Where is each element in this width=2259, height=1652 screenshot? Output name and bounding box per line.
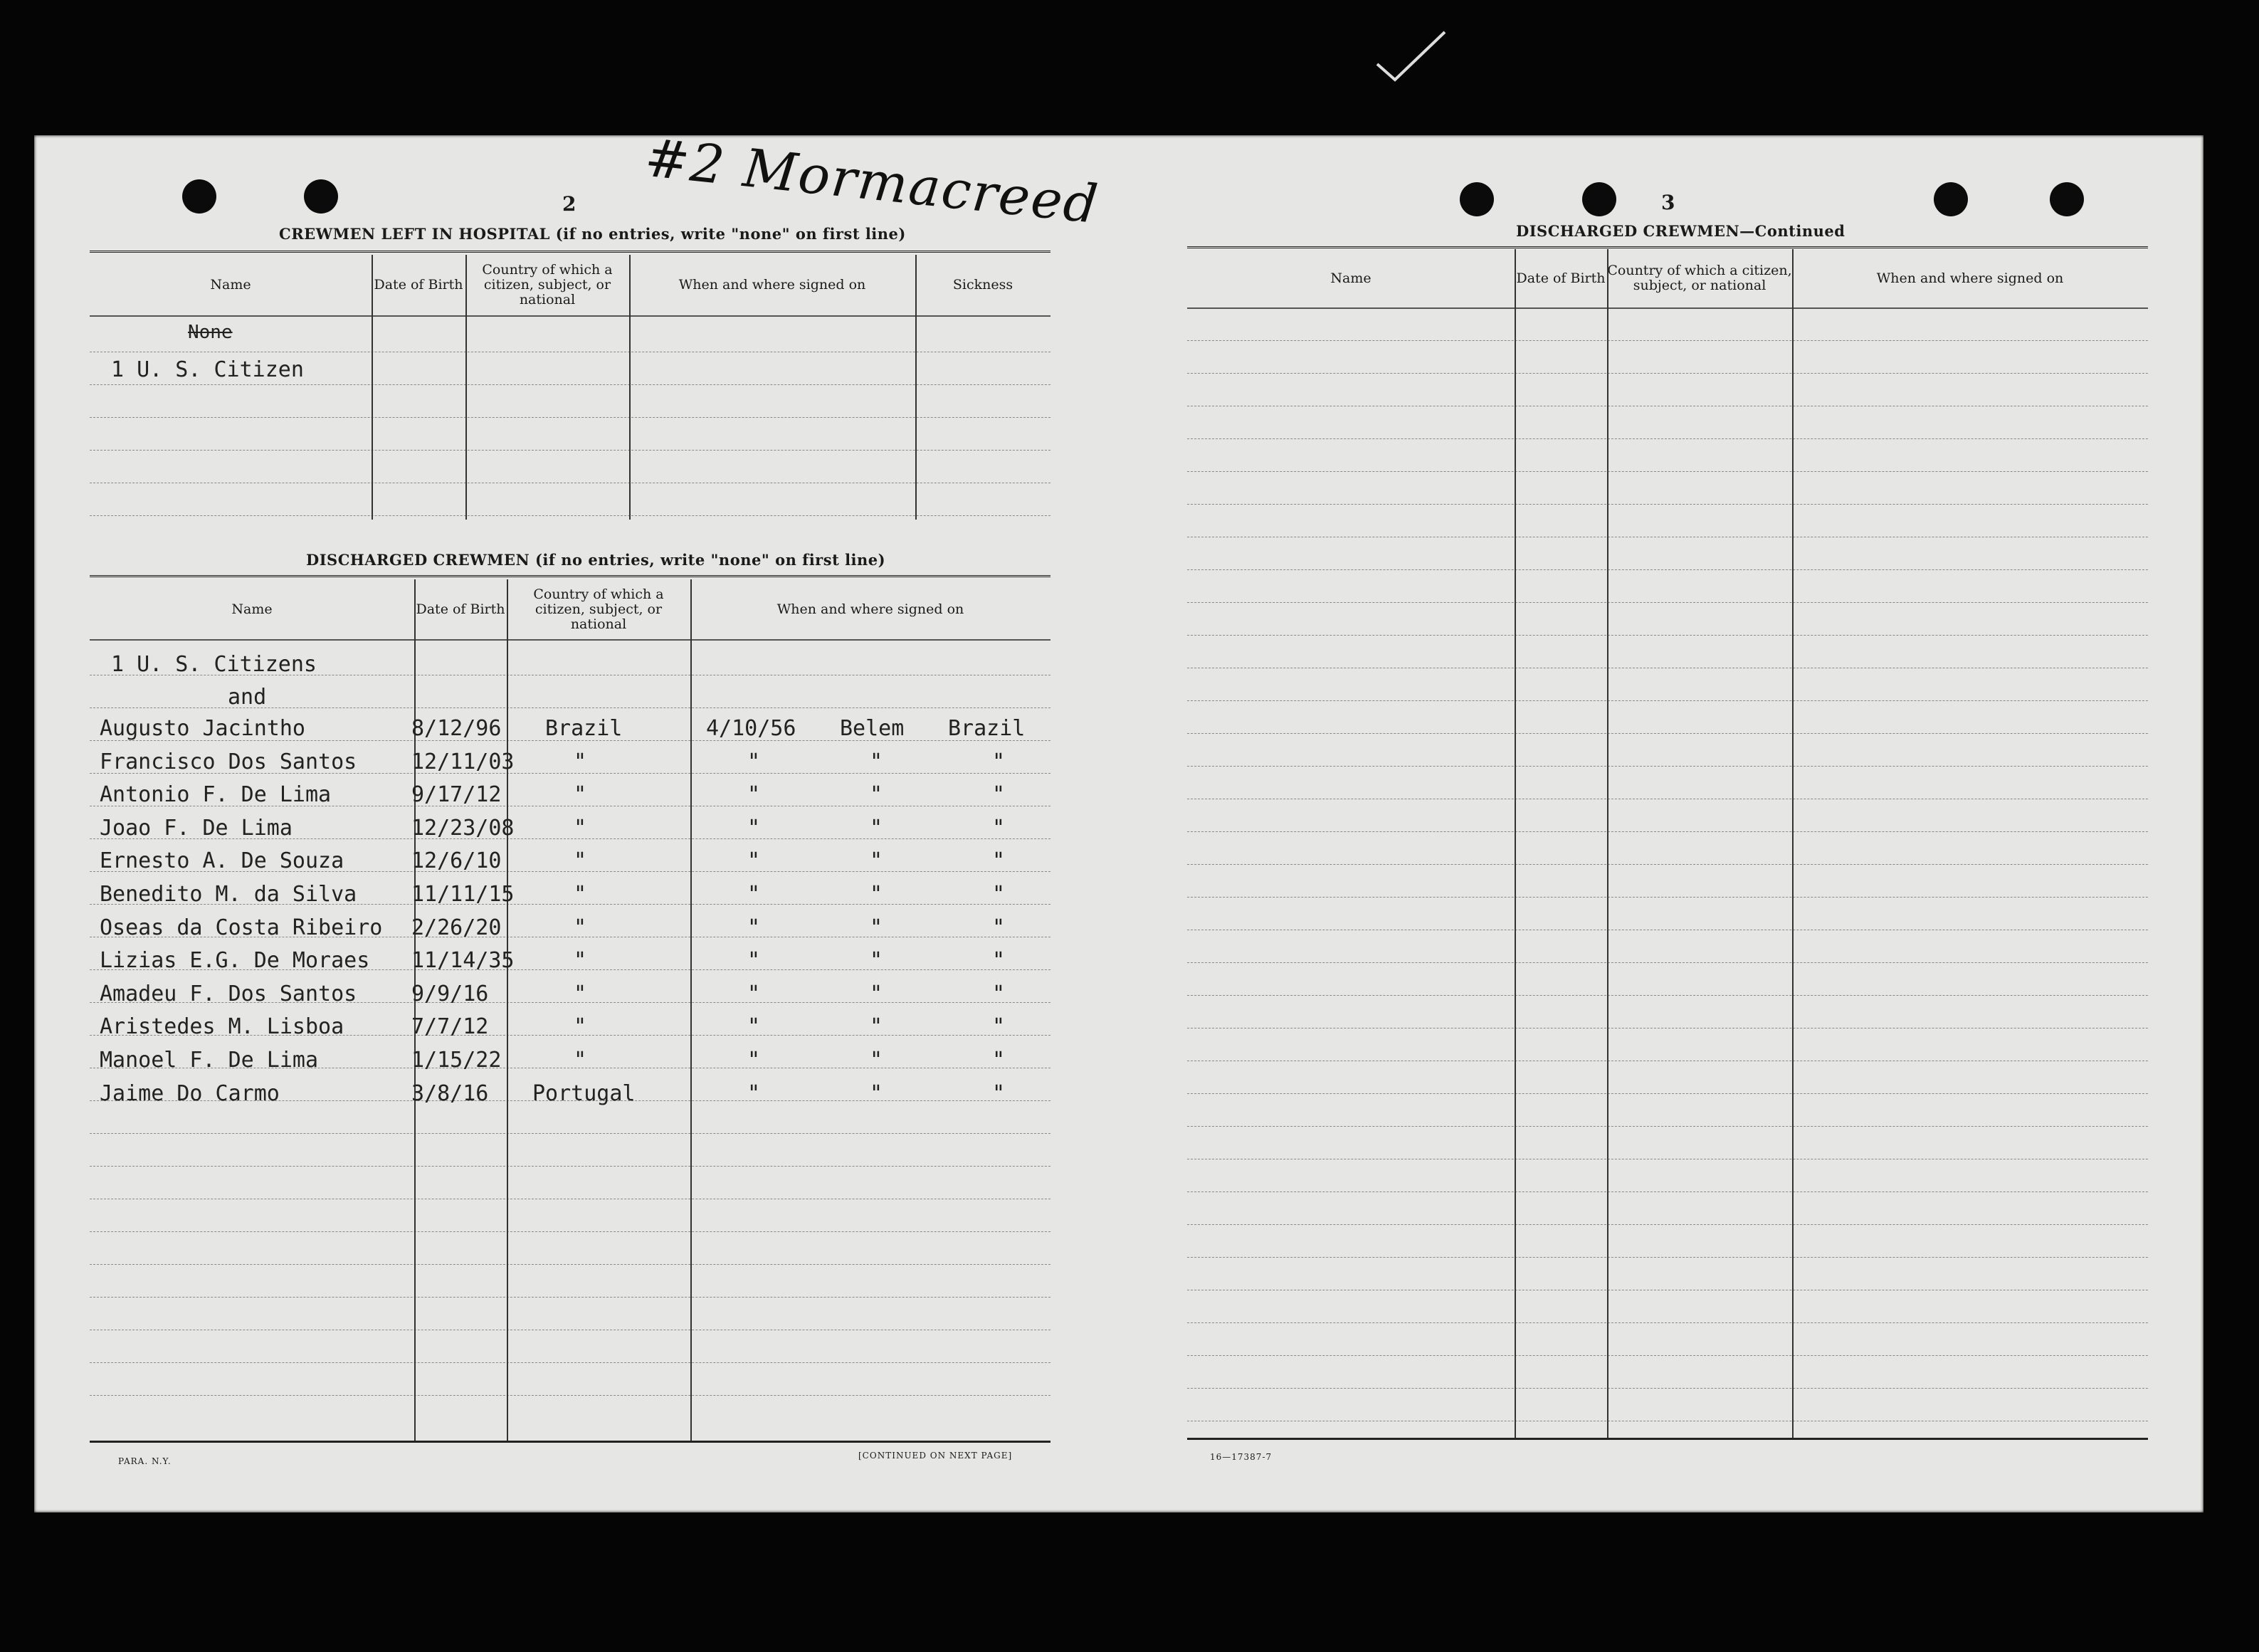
rule — [90, 315, 1050, 317]
row-line — [90, 1231, 1050, 1232]
rule — [1187, 1438, 2148, 1440]
crew-country: " — [574, 948, 587, 974]
row-line — [1187, 340, 2148, 341]
crew-name: Antonio F. De Lima — [100, 782, 332, 808]
row-line — [90, 384, 1050, 385]
crew-country: " — [574, 1048, 587, 1073]
signed-on-country: " — [992, 915, 1006, 940]
crew-country: " — [574, 815, 587, 841]
signed-on-country: " — [992, 749, 1006, 774]
punch-hole — [2050, 182, 2084, 216]
intro-line: and — [228, 685, 267, 710]
row-line — [90, 1133, 1050, 1134]
column-header: Date of Birth — [1516, 270, 1606, 286]
row-line — [1187, 635, 2148, 636]
crew-dob: 9/9/16 — [411, 981, 489, 1006]
row-line — [1187, 373, 2148, 374]
row-line — [1187, 1322, 2148, 1323]
row-line — [1187, 1224, 2148, 1225]
signed-on-date: " — [747, 815, 761, 841]
column-rule — [414, 579, 416, 1441]
column-header: When and where signed on — [1876, 270, 2064, 286]
crew-dob: 1/15/22 — [411, 1048, 502, 1073]
row-line — [1187, 1126, 2148, 1127]
signed-on-place: " — [870, 782, 883, 808]
column-rule — [1792, 249, 1794, 1438]
crew-country: " — [574, 749, 587, 774]
column-rule — [507, 579, 508, 1441]
row-line — [1187, 897, 2148, 898]
row-line — [1187, 733, 2148, 734]
column-rule — [690, 579, 692, 1441]
row-line — [90, 1297, 1050, 1298]
signed-on-date: " — [747, 848, 761, 874]
signed-on-date: " — [747, 948, 761, 974]
signed-on-country: " — [992, 848, 1006, 874]
crew-dob: 7/7/12 — [411, 1014, 489, 1040]
crew-name: Manoel F. De Lima — [100, 1048, 319, 1073]
column-header: When and where signed on — [678, 276, 866, 293]
signed-on-place: " — [870, 749, 883, 774]
punch-hole — [304, 179, 338, 214]
signed-on-country: Brazil — [948, 716, 1026, 741]
crew-name: Amadeu F. Dos Santos — [100, 981, 357, 1006]
row-line — [1187, 1388, 2148, 1389]
row-line — [90, 417, 1050, 418]
punch-hole — [1460, 182, 1494, 216]
row-line — [90, 515, 1050, 516]
crew-country: Brazil — [545, 716, 623, 741]
crew-name: Augusto Jacintho — [100, 716, 305, 741]
column-rule — [629, 255, 631, 520]
row-line — [1187, 700, 2148, 701]
crew-country: " — [574, 915, 587, 940]
crew-name: Lizias E.G. De Moraes — [100, 948, 370, 974]
manifest-sheet — [34, 135, 2203, 1512]
column-header: Country of which a citizen, subject, or national — [1607, 263, 1792, 293]
signed-on-date: " — [747, 915, 761, 940]
signed-on-date: 4/10/56 — [706, 716, 796, 741]
crew-name: Joao F. De Lima — [100, 815, 293, 841]
column-header: Sickness — [952, 276, 1013, 293]
crew-country: " — [574, 882, 587, 907]
rule — [1187, 307, 2148, 309]
crew-dob: 2/26/20 — [411, 915, 502, 940]
rule — [90, 639, 1050, 641]
signed-on-country: " — [992, 948, 1006, 974]
row-line — [1187, 864, 2148, 865]
signed-on-country: " — [992, 815, 1006, 841]
signed-on-place: " — [870, 981, 883, 1006]
row-line — [90, 1395, 1050, 1396]
signed-on-place: " — [870, 1014, 883, 1040]
row-line — [90, 1264, 1050, 1265]
column-header: Country of which a citizen, subject, or national — [533, 586, 664, 632]
right-section-title: DISCHARGED CREWMEN—Continued — [1516, 222, 1845, 240]
signed-on-country: " — [992, 782, 1006, 808]
signed-on-place: " — [870, 1080, 883, 1106]
column-rule — [915, 255, 917, 520]
column-rule — [465, 255, 467, 520]
crew-country: " — [574, 782, 587, 808]
right-page-number: 3 — [1661, 191, 1675, 214]
row-line — [1187, 569, 2148, 570]
hospital-row-name: None — [188, 322, 233, 343]
footer-form-number: 16—17387-7 — [1210, 1452, 1273, 1462]
column-header: When and where signed on — [776, 601, 964, 617]
row-line — [1187, 602, 2148, 603]
signed-on-date: " — [747, 1014, 761, 1040]
row-line — [1187, 962, 2148, 963]
signed-on-date: " — [747, 1080, 761, 1106]
footer-printer: PARA. N.Y. — [118, 1456, 172, 1466]
crew-name: Aristedes M. Lisboa — [100, 1014, 344, 1040]
column-rule — [1515, 249, 1516, 1438]
column-rule — [372, 255, 373, 520]
signed-on-place: " — [870, 882, 883, 907]
crew-dob: 8/12/96 — [411, 716, 502, 741]
hospital-row-name: 1 U. S. Citizen — [111, 357, 304, 382]
column-rule — [1607, 249, 1608, 1438]
crew-dob: 3/8/16 — [411, 1080, 489, 1106]
crew-dob: 12/6/10 — [411, 848, 502, 874]
column-header: Date of Birth — [416, 601, 505, 617]
crew-name: Jaime Do Carmo — [100, 1080, 280, 1106]
column-header: Name — [210, 276, 251, 293]
signed-on-place: Belem — [840, 716, 905, 741]
row-line — [1187, 995, 2148, 996]
row-line — [1187, 504, 2148, 505]
signed-on-date: " — [747, 749, 761, 774]
signed-on-date: " — [747, 782, 761, 808]
column-header: Country of which a citizen, subject, or national — [482, 261, 613, 307]
crew-country: " — [574, 981, 587, 1006]
signed-on-date: " — [747, 981, 761, 1006]
signed-on-place: " — [870, 1048, 883, 1073]
signed-on-date: " — [747, 882, 761, 907]
punch-hole — [1582, 182, 1616, 216]
crew-name: Francisco Dos Santos — [100, 749, 357, 774]
signed-on-country: " — [992, 1014, 1006, 1040]
footer-continued: [CONTINUED ON NEXT PAGE] — [858, 1451, 1013, 1461]
crew-name: Benedito M. da Silva — [100, 882, 357, 907]
row-line — [90, 1362, 1050, 1363]
row-line — [1187, 1191, 2148, 1192]
signed-on-country: " — [992, 1080, 1006, 1106]
signed-on-country: " — [992, 882, 1006, 907]
row-line — [90, 450, 1050, 451]
intro-line: 1 U. S. Citizens — [111, 652, 317, 677]
column-header: Name — [231, 601, 273, 617]
punch-hole — [182, 179, 216, 214]
rule — [90, 1441, 1050, 1443]
handwritten-vessel-note: #2 Mormacreed — [642, 127, 1102, 236]
signed-on-place: " — [870, 915, 883, 940]
signed-on-country: " — [992, 1048, 1006, 1073]
crew-dob: 11/11/15 — [411, 882, 515, 907]
crew-dob: 12/23/08 — [411, 815, 515, 841]
row-line — [1187, 471, 2148, 472]
punch-hole — [1934, 182, 1968, 216]
crew-dob: 9/17/12 — [411, 782, 502, 808]
signed-on-place: " — [870, 848, 883, 874]
row-line — [1187, 1257, 2148, 1258]
signed-on-country: " — [992, 981, 1006, 1006]
signed-on-place: " — [870, 948, 883, 974]
signed-on-date: " — [747, 1048, 761, 1073]
row-line — [1187, 831, 2148, 832]
crew-name: Ernesto A. De Souza — [100, 848, 344, 874]
crew-country: Portugal — [532, 1080, 636, 1106]
row-line — [1187, 438, 2148, 439]
row-line — [90, 1166, 1050, 1167]
crew-country: " — [574, 1014, 587, 1040]
crew-dob: 12/11/03 — [411, 749, 515, 774]
crew-country: " — [574, 848, 587, 874]
column-header: Date of Birth — [374, 276, 463, 293]
row-line — [1187, 1355, 2148, 1356]
row-line — [1187, 766, 2148, 767]
signed-on-place: " — [870, 815, 883, 841]
check-mark — [1374, 28, 1452, 85]
crew-name: Oseas da Costa Ribeiro — [100, 915, 383, 940]
left-page-number: 2 — [562, 192, 576, 216]
column-header: Name — [1330, 270, 1371, 286]
row-line — [1187, 1093, 2148, 1094]
discharged-section-title: DISCHARGED CREWMEN (if no entries, write "none" on first line) — [306, 551, 886, 569]
hospital-section-title: CREWMEN LEFT IN HOSPITAL (if no entries, write "none" on first line) — [279, 225, 906, 243]
crew-dob: 11/14/35 — [411, 948, 515, 974]
